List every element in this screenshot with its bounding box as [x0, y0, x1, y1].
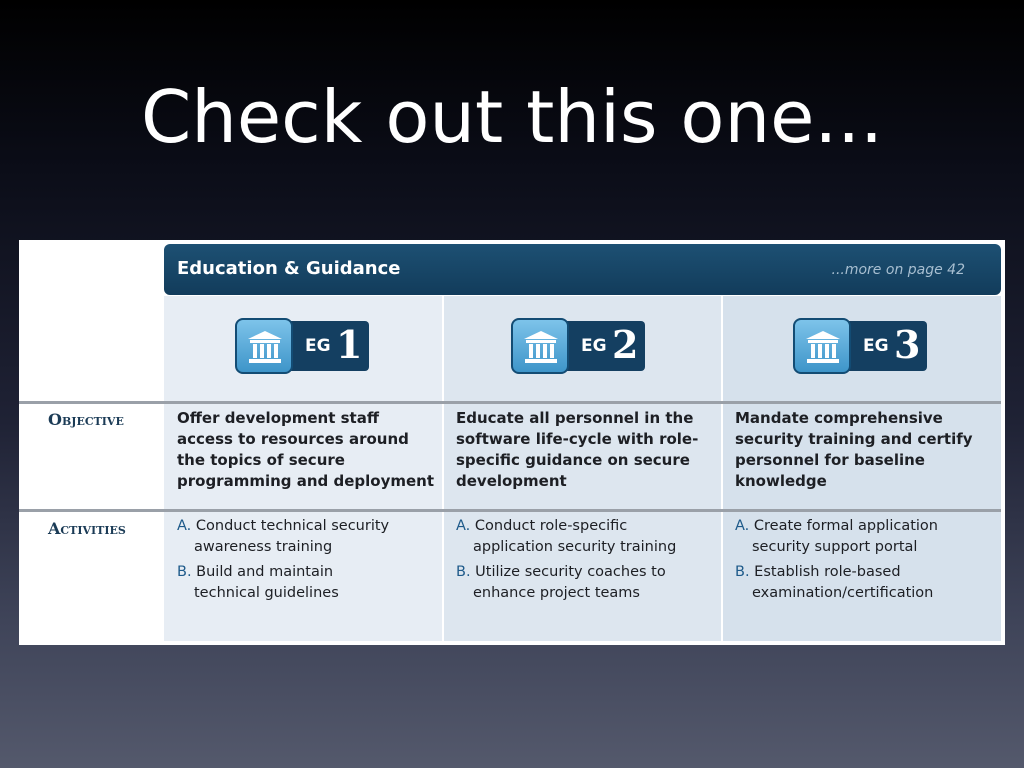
activity-line1: Establish role-based: [754, 564, 901, 580]
divider-objective: [19, 401, 1001, 404]
activity-line2: application security training: [473, 539, 677, 555]
slide-title: Check out this one...: [140, 75, 884, 159]
activity-letter: B.: [456, 564, 471, 580]
eg-number: 1: [336, 322, 363, 367]
objective-eg1: Offer development staff access to resources around the topics of secure programming and deployment: [177, 409, 435, 490]
activity-eg2-a: [456, 516, 718, 558]
activity-letter: A.: [456, 518, 471, 534]
divider-activities: [19, 509, 1001, 512]
activity-eg1-a: [177, 516, 439, 558]
badge-eg3: [793, 318, 928, 374]
activity-line1: Utilize security coaches to: [475, 564, 666, 580]
objective-eg2: Educate all personnel in the software life-cycle with role-specific guidance on secure development: [456, 409, 699, 490]
page-reference: ...more on page 42: [831, 262, 965, 278]
badge-eg1: [235, 318, 370, 374]
activity-line1: Conduct technical security: [195, 518, 390, 534]
activity-eg1-b: [177, 562, 439, 604]
eg-label: EG: [581, 336, 607, 356]
activity-letter: B.: [177, 564, 192, 580]
institution-building-icon: [511, 318, 569, 374]
activity-line2: technical guidelines: [194, 585, 339, 601]
activity-line2: awareness training: [194, 539, 333, 555]
activity-letter: A.: [177, 518, 192, 534]
eg-number: 3: [894, 322, 921, 367]
activity-line1: Create formal application: [753, 518, 938, 534]
activity-line2: examination/certification: [752, 585, 934, 601]
maturity-model-figure: [19, 240, 1005, 645]
institution-building-icon: [235, 318, 293, 374]
activity-letter: B.: [735, 564, 750, 580]
objective-eg3: Mandate comprehensive security training and certify personnel for baseline knowledge: [735, 409, 973, 490]
activity-line1: Conduct role-specific: [474, 518, 628, 534]
row-label-objective: Objective: [48, 410, 124, 429]
badge-eg2: [511, 318, 646, 374]
activity-letter: A.: [735, 518, 750, 534]
activity-eg3-b: [735, 562, 997, 604]
header-title: Education & Guidance: [177, 258, 401, 279]
activity-line1: Build and maintain: [196, 564, 334, 580]
activity-line2: enhance project teams: [473, 585, 640, 601]
activity-eg3-a: [735, 516, 997, 558]
eg-number: 2: [612, 322, 639, 367]
activity-line2: security support portal: [752, 539, 918, 555]
activity-eg2-b: [456, 562, 718, 604]
row-label-activities: Activities: [48, 519, 126, 538]
eg-label: EG: [863, 336, 889, 356]
institution-building-icon: [793, 318, 851, 374]
header-bar: [164, 244, 1001, 295]
eg-label: EG: [305, 336, 331, 356]
